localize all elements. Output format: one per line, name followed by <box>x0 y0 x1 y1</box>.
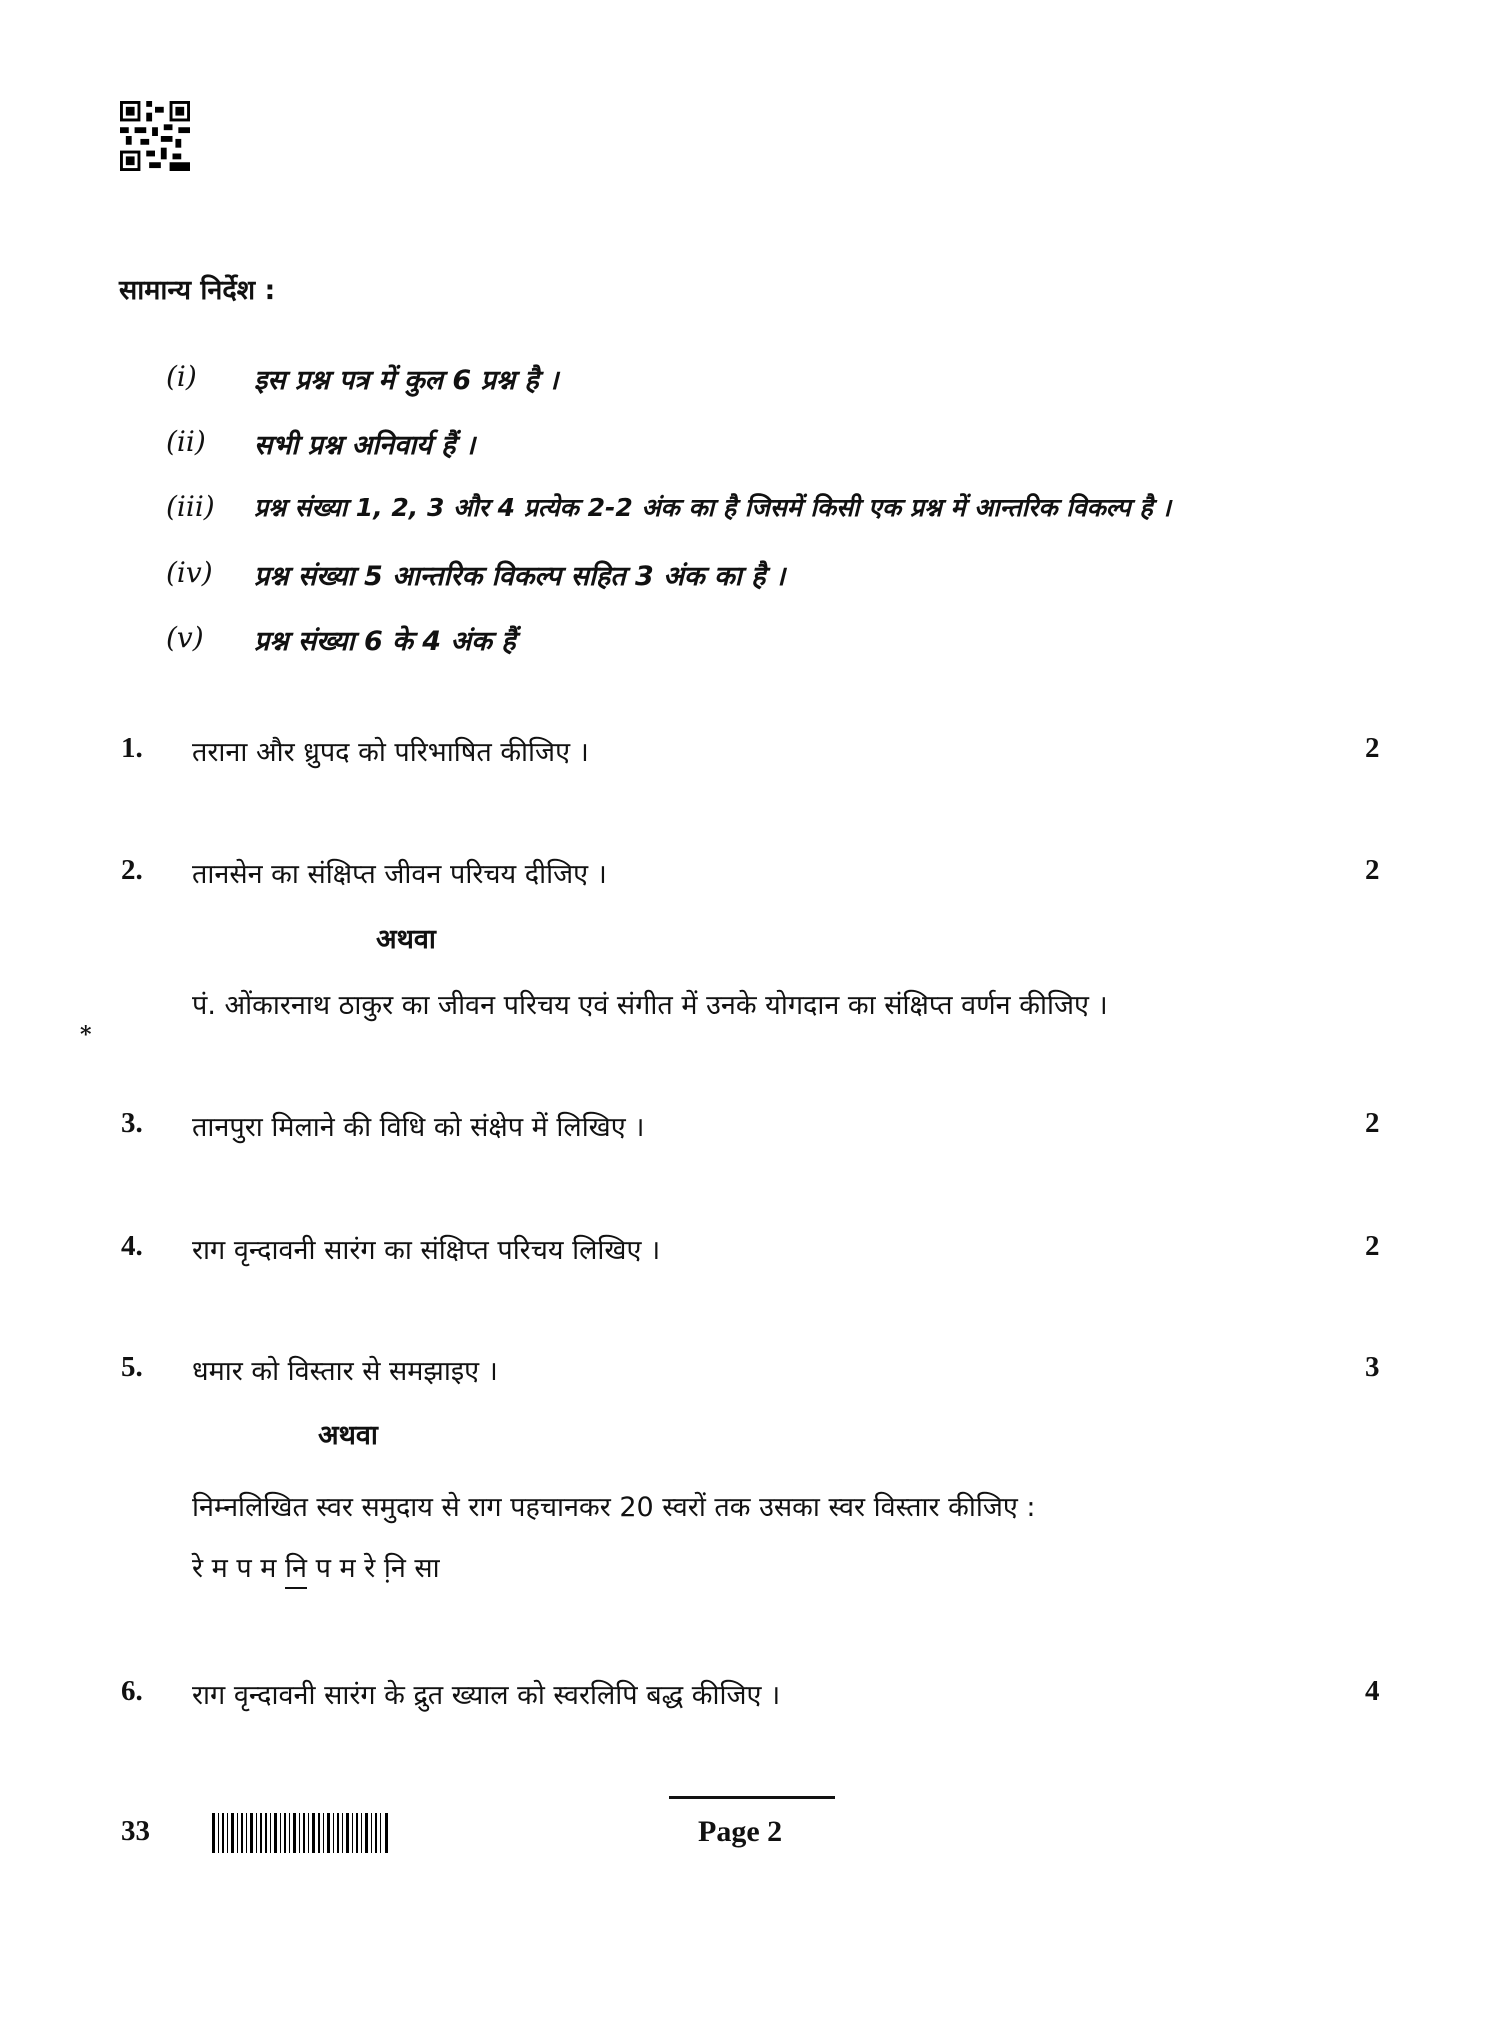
komal-ni: नि <box>285 1553 307 1584</box>
question-marks: 2 <box>1365 1107 1380 1139</box>
instruction-num: (i) <box>166 360 197 393</box>
question-marks: 2 <box>1365 854 1380 886</box>
question-marks: 2 <box>1365 1230 1380 1262</box>
question-text: राग वृन्दावनी सारंग के द्रुत ख्याल को स्वरलिपि बद्ध कीजिए । <box>192 1680 781 1711</box>
question-text: राग वृन्दावनी सारंग का संक्षिप्त परिचय लिखिए । <box>192 1235 661 1266</box>
footer-divider <box>669 1796 835 1799</box>
instruction-num: (iii) <box>166 490 215 523</box>
instruction-num: (ii) <box>166 425 206 458</box>
instruction-text: प्रश्न संख्या 6 के 4 अंक हैं <box>254 626 516 657</box>
question-number: 3. <box>121 1107 143 1139</box>
question-marks: 4 <box>1365 1675 1380 1707</box>
instruction-text <box>254 425 475 462</box>
or-label: अथवा <box>318 1420 378 1451</box>
question-alternative: पं. ओंकारनाथ ठाकुर का जीवन परिचय एवं संगीत में उनके योगदान का संक्षिप्त वर्णन कीजिए । <box>192 990 1108 1021</box>
question-number: 5. <box>121 1351 143 1383</box>
question-number: 1. <box>121 732 143 764</box>
question-number: 4. <box>121 1230 143 1262</box>
question-number: 2. <box>121 854 143 886</box>
question-text: तानसेन का संक्षिप्त जीवन परिचय दीजिए । <box>192 859 607 890</box>
page-number: Page 2 <box>698 1815 783 1848</box>
instruction-num: (iv) <box>166 556 213 589</box>
instruction-bold: सभी <box>254 430 299 461</box>
instruction-num: (v) <box>166 621 204 654</box>
swar-sequence <box>192 1548 440 1585</box>
question-marks: 3 <box>1365 1351 1380 1383</box>
qr-code-icon <box>119 101 191 171</box>
mandra-ni: नि़ <box>383 1553 406 1584</box>
paper-code: 33 <box>121 1815 150 1847</box>
instruction-text: इस प्रश्न पत्र में कुल 6 प्रश्न है । <box>254 365 559 396</box>
question-text: धमार को विस्तार से समझाइए । <box>192 1356 498 1387</box>
question-marks: 2 <box>1365 732 1380 764</box>
question-alternative: निम्नलिखित स्वर समुदाय से राग पहचानकर 20 स्वरों तक उसका स्वर विस्तार कीजिए : <box>192 1492 1036 1523</box>
question-text: तराना और ध्रुपद को परिभाषित कीजिए । <box>192 737 589 768</box>
instruction-text: प्रश्न संख्या 1, 2, 3 और 4 प्रत्येक 2-2 अंक का है जिसमें किसी एक प्रश्न में आन्तरिक विकल्प है । <box>254 493 1171 522</box>
instruction-text: प्रश्न संख्या 5 आन्तरिक विकल्प सहित 3 अंक का है । <box>254 561 786 592</box>
swar-part: सा <box>405 1553 440 1584</box>
swar-part: प म रे <box>307 1553 384 1584</box>
margin-asterisk: * <box>80 1022 92 1048</box>
or-label: अथवा <box>376 924 436 955</box>
barcode-icon <box>212 1813 390 1853</box>
instructions-heading: सामान्य निर्देश : <box>119 275 276 306</box>
question-number: 6. <box>121 1675 143 1707</box>
instruction-rest: प्रश्न अनिवार्य हैं । <box>298 430 476 461</box>
swar-part: रे म प म <box>192 1553 286 1584</box>
question-text: तानपुरा मिलाने की विधि को संक्षेप में लिखिए । <box>192 1112 645 1143</box>
